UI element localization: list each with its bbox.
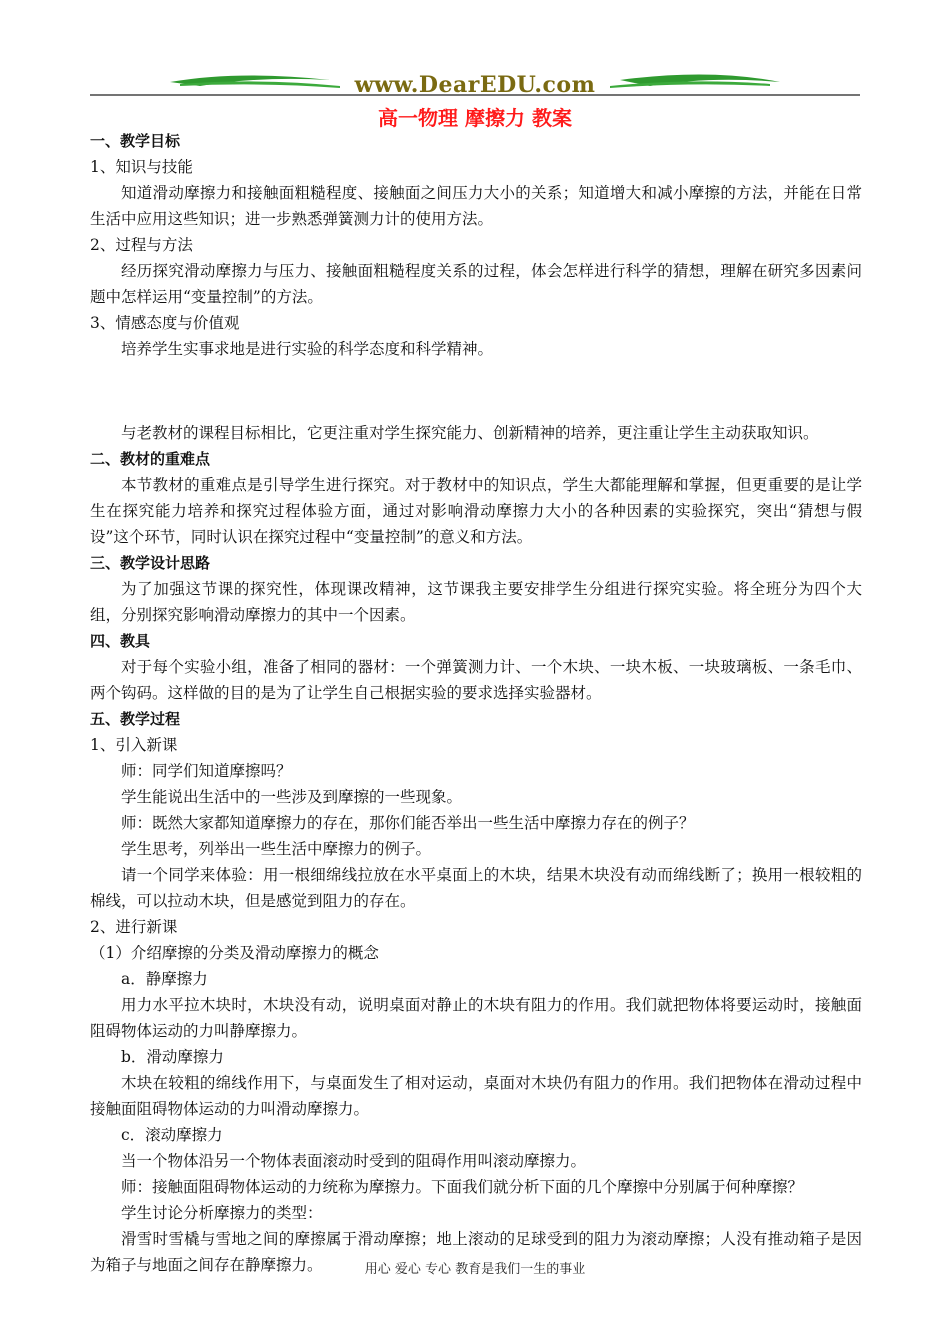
subheading: 1、知识与技能 xyxy=(90,158,193,176)
subheading: （1）介绍摩擦的分类及滑动摩擦力的概念 xyxy=(90,944,379,962)
paragraph: 木块在较粗的绵线作用下，与桌面发生了相对运动，桌面对木块仍有阻力的作用。我们把物体在滑动过程中接触面阻碍物体运动的力叫滑动摩擦力。 xyxy=(90,1074,862,1118)
paragraph: a．静摩擦力 xyxy=(121,970,208,988)
paragraph: 经历探究滑动摩擦力与压力、接触面粗糙程度关系的过程，体会怎样进行科学的猜想，理解在研究多因素问题中怎样运用“变量控制”的方法。 xyxy=(90,262,862,306)
paragraph: b．滑动摩擦力 xyxy=(121,1048,224,1066)
page-footer: 用心 爱心 专心 教育是我们一生的事业 xyxy=(364,1262,586,1277)
section-heading: 五、教学过程 xyxy=(90,710,181,728)
subheading: 2、过程与方法 xyxy=(90,236,193,254)
paragraph: 为了加强这节课的探究性，体现课改精神，这节课我主要安排学生分组进行探究实验。将全班分为四个大组，分别探究影响滑动摩擦力的其中一个因素。 xyxy=(90,580,862,624)
section-heading: 三、教学设计思路 xyxy=(90,554,211,572)
paragraph: 学生能说出生活中的一些涉及到摩擦的一些现象。 xyxy=(121,788,463,806)
paragraph: 用力水平拉木块时，木块没有动，说明桌面对静止的木块有阻力的作用。我们就把物体将要运动时，接触面阻碍物体运动的力叫静摩擦力。 xyxy=(90,996,862,1040)
paragraph: 请一个同学来体验：用一根细绵线拉放在水平桌面上的木块，结果木块没有动而绵线断了；换用一根较粗的棉线，可以拉动木块，但是感觉到阻力的存在。 xyxy=(90,866,862,910)
paragraph: 对于每个实验小组，准备了相同的器材：一个弹簧测力计、一个木块、一块木板、一块玻璃板、一条毛巾、两个钩码。这样做的目的是为了让学生自己根据实验的要求选择实验器材。 xyxy=(90,658,862,702)
paragraph: 学生思考，列举出一些生活中摩擦力的例子。 xyxy=(121,840,432,858)
paragraph: 师：同学们知道摩擦吗？ xyxy=(121,762,292,780)
paragraph: 本节教材的重难点是引导学生进行探究。对于教材中的知识点，学生大都能理解和掌握，但更重要的是让学生在探究能力培养和探究过程体验方面，通过对影响滑动摩擦力大小的各种因素的实验探究，突出“猜想与假设”这个环节，同时认识在探究过程中“变量控制”的意义和方法。 xyxy=(90,476,862,546)
document-body xyxy=(90,128,862,1278)
paragraph: 知道滑动摩擦力和接触面粗糙程度、接触面之间压力大小的关系；知道增大和减小摩擦的方法，并能在日常生活中应用这些知识；进一步熟悉弹簧测力计的使用方法。 xyxy=(90,184,862,228)
paragraph: 师：既然大家都知道摩擦力的存在，那你们能否举出一些生活中摩擦力存在的例子？ xyxy=(121,814,695,832)
blank-line xyxy=(90,378,862,404)
paragraph: 与老教材的课程目标相比，它更注重对学生探究能力、创新精神的培养，更注重让学生主动获取知识。 xyxy=(121,424,819,442)
paragraph: 学生讨论分析摩擦力的类型： xyxy=(121,1204,323,1222)
section-heading: 二、教材的重难点 xyxy=(90,450,211,468)
section-heading: 四、教具 xyxy=(90,632,151,650)
subheading: 1、引入新课 xyxy=(90,736,178,754)
paragraph: 当一个物体沿另一个物体表面滚动时受到的阻碍作用叫滚动摩擦力。 xyxy=(121,1152,587,1170)
section-heading: 一、教学目标 xyxy=(90,132,181,150)
paragraph: 滑雪时雪橇与雪地之间的摩擦属于滑动摩擦；地上滚动的足球受到的阻力为滚动摩擦；人没有推动箱子是因为箱子与地面之间存在静摩擦力。 xyxy=(90,1230,862,1274)
page-title: 高一物理 摩擦力 教案 xyxy=(378,106,572,130)
paragraph: 师：接触面阻碍物体运动的力统称为摩擦力。下面我们就分析下面的几个摩擦中分别属于何种摩擦？ xyxy=(121,1178,804,1196)
paragraph: 培养学生实事求地是进行实验的科学态度和科学精神。 xyxy=(121,340,494,358)
subheading: 3、情感态度与价值观 xyxy=(90,314,240,332)
subheading: 2、进行新课 xyxy=(90,918,178,936)
site-logo[interactable]: www.DearEDU.com xyxy=(354,72,596,98)
paragraph: c．滚动摩擦力 xyxy=(121,1126,223,1144)
